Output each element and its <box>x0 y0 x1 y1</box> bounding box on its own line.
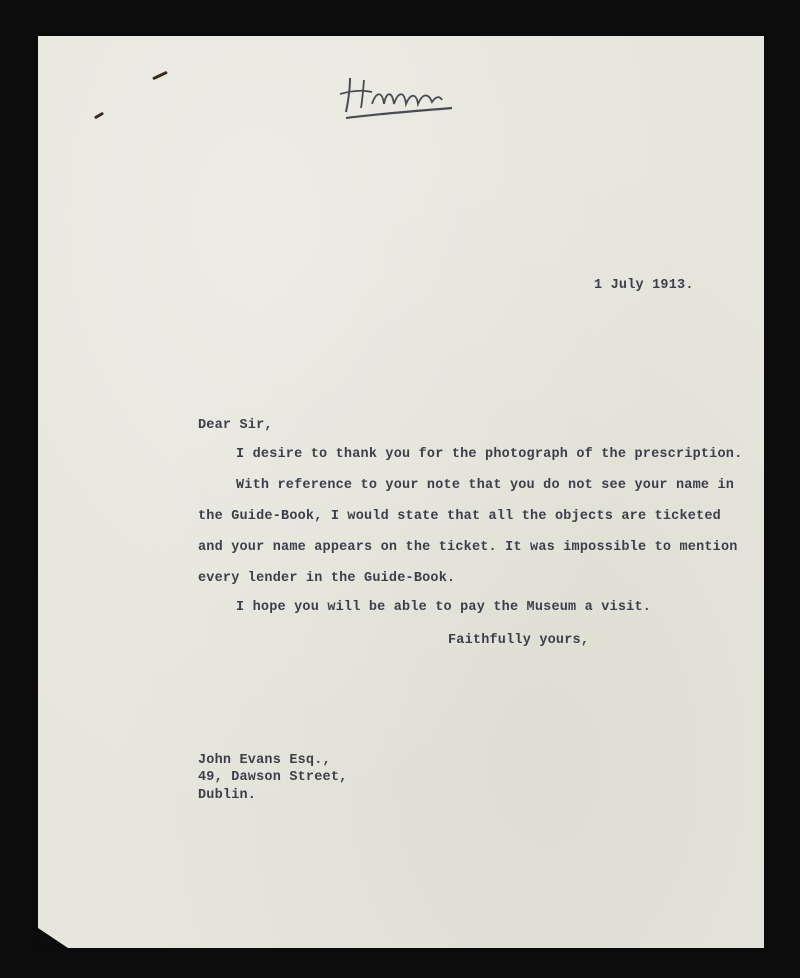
folded-corner <box>38 928 68 948</box>
closing: Faithfully yours, <box>448 633 590 648</box>
letter-sheet <box>38 36 764 948</box>
recipient-name: John Evans Esq., <box>198 753 331 768</box>
salutation: Dear Sir, <box>198 418 273 433</box>
ink-spot <box>152 71 168 80</box>
recipient-city: Dublin. <box>198 788 257 803</box>
body-line: With reference to your note that you do not see your name in <box>236 478 735 493</box>
body-line: and your name appears on the ticket. It was impossible to mention <box>198 540 738 555</box>
body-line: the Guide-Book, I would state that all the objects are ticketed <box>198 509 721 524</box>
body-line: I desire to thank you for the photograph of the prescription. <box>236 447 743 462</box>
handwritten-signature <box>336 56 456 120</box>
body-line: I hope you will be able to pay the Museum a visit. <box>236 600 652 615</box>
ink-spot <box>94 112 104 120</box>
recipient-street: 49, Dawson Street, <box>198 770 348 785</box>
body-line: every lender in the Guide-Book. <box>198 571 456 586</box>
letter-date: 1 July 1913. <box>594 278 694 293</box>
